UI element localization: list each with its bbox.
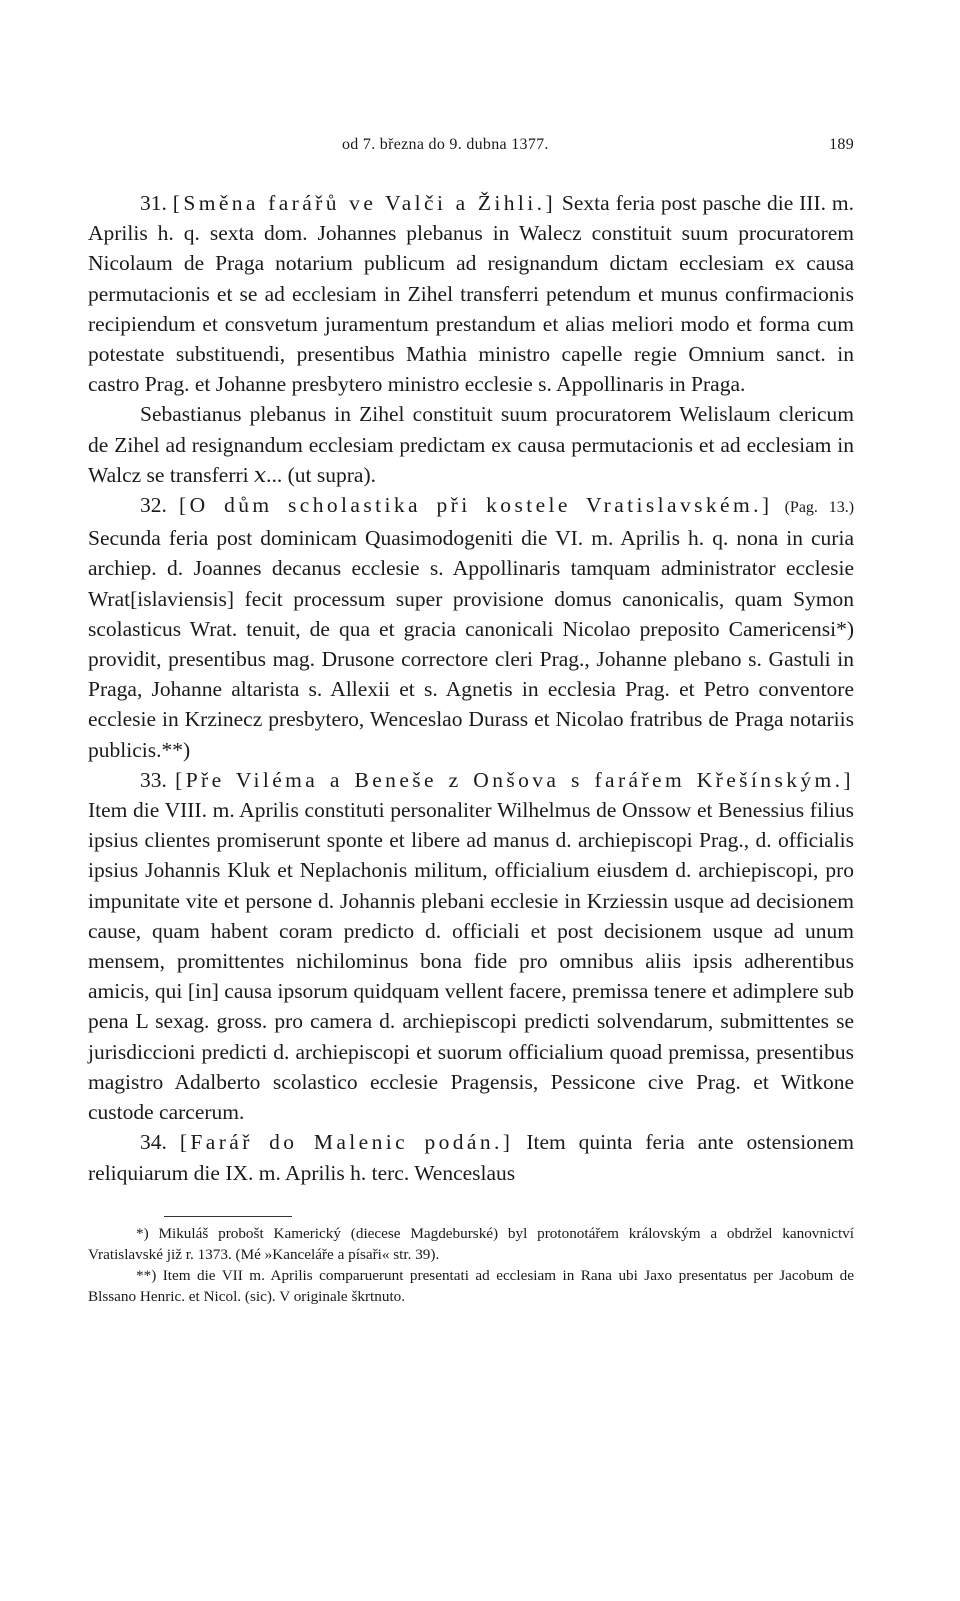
entry-text: Item quinta feria ante ostensionem reliquiarum die IX. m. Aprilis h. terc. Wenceslaus (88, 1130, 855, 1185)
entry-32 (88, 490, 854, 765)
entry-heading: [Pře Viléma a Beneše z Onšova s farářem Křešínským.] (175, 767, 854, 792)
document-page (88, 128, 854, 1307)
footnotes (88, 1223, 854, 1307)
entry-text: Sexta feria post pasche die III. m. Aprilis h. q. sexta dom. Johannes plebanus in Walecz constituit suum procuratorem Nicolaum de Praga notarium publicum ad resignandum dictam ecclesiam ex causa permutacionis et se ad ecclesiam in Zihel transferri petendum et munus confirmacionis recipiendum et consvetum juramentum prestandum et alias meliori modo et forma cum potestate substituendi, presentibus Mathia ministro capelle regie Omnium sanct. in castro Prag. et Johanne presbytero ministro ecclesie s. Appollinaris in Praga. (88, 191, 854, 397)
running-head-title: od 7. března do 9. dubna 1377. (342, 136, 549, 153)
entry-text: Secunda feria post dominicam Quasimodogeniti die VI. m. Aprilis h. q. nona in curia archiep. d. Joannes decanus ecclesie s. Appollinaris tamquam administrator ecclesie Wrat[islaviensis] fecit processum super provisione domus canonicalis, quam Symon scolasticus Wrat. tenuit, de qua et gracia canonicali Nicolao preposito Camericensi*) providit, presentibus mag. Drusone correctore cleri Prag., Johanne plebano s. Gastuli in Praga, Johanne altarista s. Allexii et s. Agnetis in ecclesia Prag. et Petro conventore ecclesie in Krzinecz presbytero, Wenceslao Durass et Nicolao fratribus de Praga notariis publicis.**) (88, 526, 854, 762)
entry-34 (88, 1127, 854, 1187)
entry-text-end: ... (ut supra). (266, 462, 377, 487)
page-number: 189 (829, 136, 854, 153)
entry-number: 34. (140, 1130, 167, 1155)
main-text (88, 188, 854, 1188)
etc-sign: 𝑥 (254, 462, 267, 487)
entry-text: Sebastianus plebanus in Zihel constituit suum procuratorem Welislaum clericum de Zihel ad resignandum ecclesiam predictam ex causa permutacionis et ad ecclesiam in Walcz se transferri (88, 402, 854, 487)
entry-31 (88, 188, 854, 399)
running-head (88, 128, 854, 158)
entry-33 (88, 765, 854, 1127)
entry-number: 32. (140, 493, 167, 518)
footnote-divider (164, 1216, 292, 1217)
entry-number: 31. (140, 191, 167, 215)
entry-heading: [Farář do Malenic podán.] (179, 1130, 514, 1155)
entry-heading: [O dům scholastika při kostele Vratislavském.] (179, 493, 773, 518)
footnote-2: **) Item die VII m. Aprilis comparuerunt presentati ad ecclesiam in Rana ubi Jaxo presentatus per Jacobum de Blssano Henric. et Nicol. (sic). V originale škrtnuto. (88, 1266, 854, 1305)
pagination-note: (Pag. 13.) (784, 499, 855, 517)
footnote-1: *) Mikuláš probošt Kamerický (diecese Magdeburské) byl protonotářem královským a obdržel kanovnictví Vratislavské již r. 1373. (Mé »Kanceláře a písaři« str. 39). (88, 1224, 854, 1263)
entry-heading: [Směna farářů ve Valči a Žihli.] (172, 191, 557, 215)
entry-text: Item die VIII. m. Aprilis constituti personaliter Wilhelmus de Onssow et Benessius filius ipsius clientes promiserunt sponte et libere ad manus d. archiepiscopi Prag., d. officialis ipsius Johannis Kluk et Neplachonis militum, officialium eiusdem d. archiepiscopi, pro impunitate vite et persone d. Johannis plebani ecclesie in Krziessin usque ad decisionem cause, quam habent coram predicto d. officiali et post decisionem usque ad unum mensem, promittentes nichilominus bona fide pro omnibus aliis ipsis adherentibus amicis, qui [in] causa ipsorum quidquam vellent facere, premissa tenere et adimplere sub pena L sexag. gross. pro camera d. archiepiscopi predicti solvendarum, submittentes se jurisdiccioni predicti d. archiepiscopi et suorum officialium quoad premissa, presentibus magistro Adalberto scolastico ecclesie Pragensis, Pessicone cive Prag. et Witkone custode carcerum. (88, 798, 854, 1125)
entry-31-second-paragraph (88, 399, 854, 490)
entry-number: 33. (140, 767, 167, 792)
